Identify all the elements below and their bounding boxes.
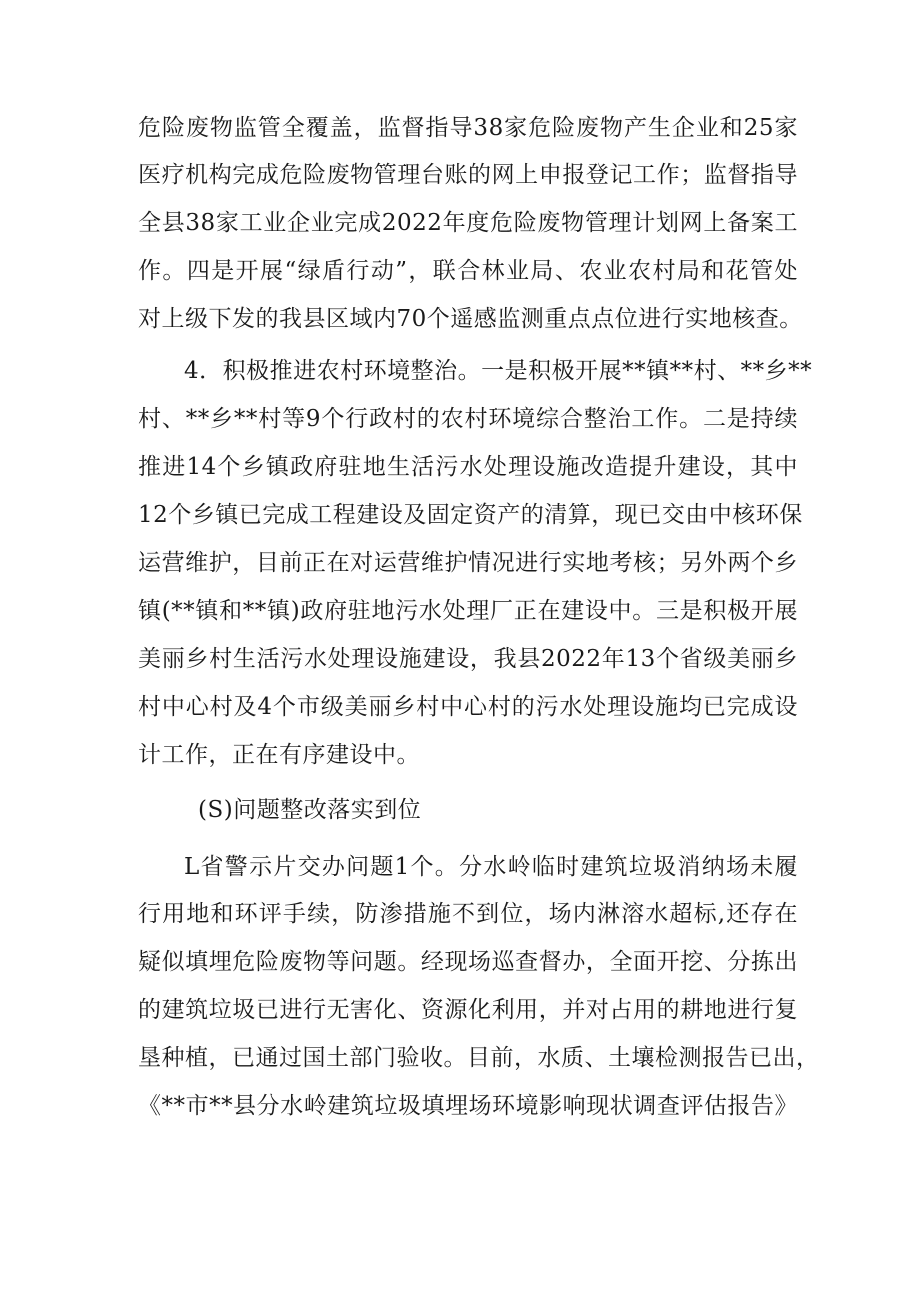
paragraph3-line: 垦种植，已通过国土部门验收。目前，水质、土壤检测报告已出， <box>138 1045 820 1071</box>
paragraph2-line: 12个乡镇已完成工程建设及固定资产的清算，现已交由中核环保 <box>138 502 803 528</box>
paragraph3-line: 行用地和环评手续，防渗措施不到位，场内淋溶水超标,还存在 <box>138 901 798 927</box>
paragraph1-line: 全县38家工业企业完成2022年度危险废物管理计划网上备案工 <box>138 210 798 236</box>
paragraph2-line: 4．积极推进农村环境整治。一是积极开展**镇**村、**乡** <box>184 358 813 384</box>
paragraph3-line: 的建筑垃圾已进行无害化、资源化利用，并对占用的耕地进行复 <box>138 997 798 1023</box>
paragraph3-line: L省警示片交办问题1个。分水岭临时建筑垃圾消纳场未履 <box>184 854 798 880</box>
paragraph1-line: 对上级下发的我县区域内70个遥感监测重点点位进行实地核查。 <box>138 306 803 332</box>
paragraph2-line: 镇(**镇和**镇)政府驻地污水处理厂正在建设中。三是积极开展 <box>138 598 798 624</box>
paragraph1-line: 医疗机构完成危险废物管理台账的网上申报登记工作；监督指导 <box>138 162 798 188</box>
paragraph2-line: 推进14个乡镇政府驻地生活污水处理设施改造提升建设，其中 <box>138 454 798 480</box>
paragraph2-line: 计工作，正在有序建设中。 <box>138 742 420 768</box>
paragraph3-line: 《**市**县分水岭建筑垃圾填埋场环境影响现状调查评估报告》 <box>138 1093 798 1119</box>
section-heading: (S)问题整改落实到位 <box>198 797 422 823</box>
paragraph3-line: 疑似填埋危险废物等问题。经现场巡查督办，全面开挖、分拣出 <box>138 949 798 975</box>
paragraph2-line: 美丽乡村生活污水处理设施建设，我县2022年13个省级美丽乡 <box>138 646 798 672</box>
paragraph2-line: 运营维护，目前正在对运营维护情况进行实地考核；另外两个乡 <box>138 550 798 576</box>
paragraph2-line: 村、**乡**村等9个行政村的农村环境综合整治工作。二是持续 <box>138 406 798 432</box>
paragraph1-line: 危险废物监管全覆盖，监督指导38家危险废物产生企业和25家 <box>138 115 798 141</box>
paragraph1-line: 作。四是开展“绿盾行动”，联合林业局、农业农村局和花管处 <box>138 258 798 284</box>
paragraph2-line: 村中心村及4个市级美丽乡村中心村的污水处理设施均已完成设 <box>138 694 798 720</box>
